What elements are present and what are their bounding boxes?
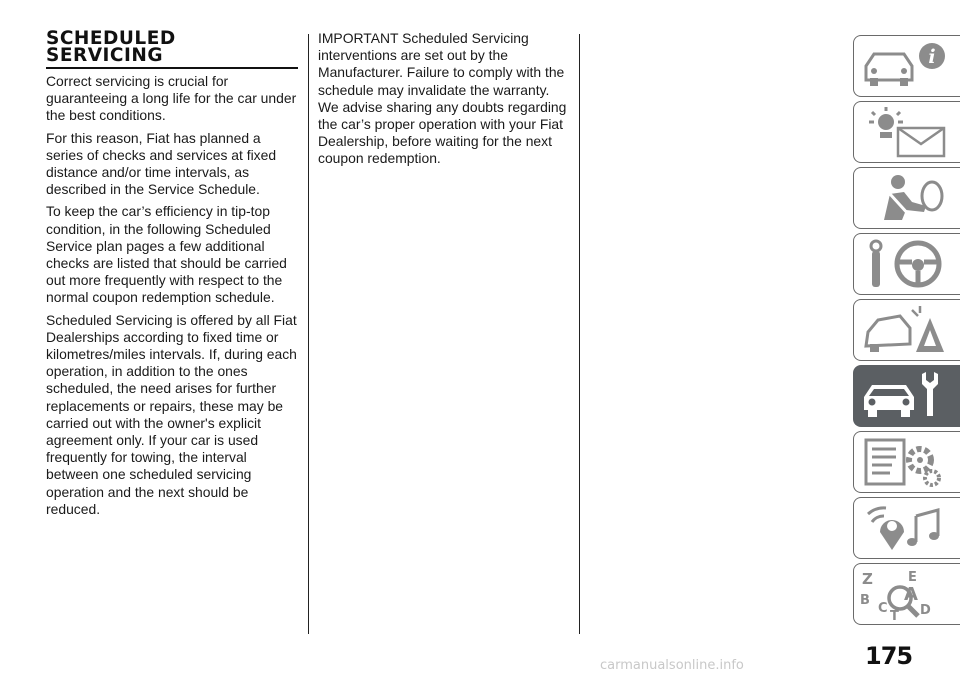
nav-tab-dashboard[interactable]	[853, 35, 960, 97]
seatbelt-airbag-icon	[860, 172, 950, 224]
nav-tab-safety[interactable]	[853, 167, 960, 229]
alphabetical-index-icon	[860, 568, 950, 620]
section-title-line1: SCHEDULED	[46, 28, 176, 49]
important-note: IMPORTANT Scheduled Servicing interventions are set out by the Manufacturer. Failure to comply with the schedule may invalidate the warranty. We advise sharing any doubts regarding the car’s proper operation with your Fiat Dealership, before waiting for the next coupon redemption.	[318, 30, 567, 167]
index-letter: E	[908, 570, 917, 585]
paragraph: Correct servicing is crucial for guaranteeing a long life for the car under the best conditions.	[46, 73, 297, 124]
car-info-icon	[860, 40, 950, 92]
index-letter: Z	[862, 570, 873, 588]
paragraph: To keep the car’s efficiency in tip-top condition, in the following Scheduled Service plan pages a few additional checks are listed that should be carried out more frequently with respect to the normal coupon redemption schedule.	[46, 203, 287, 306]
paragraph: Scheduled Servicing is offered by all Fiat Dealerships according to fixed time or kilometres/miles intervals. If, during each operation, in addition to the ones scheduled, the need arises for further replacements or repairs, these may be carried out with the owner's explicit agreement only. If your car is used frequently for towing, the interval between one scheduled servicing operation and the next should be reduced.	[46, 311, 297, 517]
page-number: 175	[865, 642, 913, 670]
car-wrench-icon	[860, 370, 950, 422]
nav-tab-starting-driving[interactable]	[853, 233, 960, 295]
index-letter: B	[860, 593, 870, 608]
nav-tab-servicing-maintenance[interactable]	[853, 365, 960, 427]
watermark: carmanualsonline.info	[600, 658, 744, 673]
section-title	[46, 30, 298, 69]
nav-tab-index[interactable]	[853, 563, 960, 625]
warning-light-envelope-icon	[860, 106, 950, 158]
column-divider	[308, 34, 309, 634]
index-letter: C	[878, 601, 888, 616]
left-column	[46, 30, 298, 523]
nav-tab-technical-specifications[interactable]	[853, 431, 960, 493]
nav-tab-emergency[interactable]	[853, 299, 960, 361]
svg-text:i: i	[928, 46, 936, 68]
nav-tab-multimedia[interactable]	[853, 497, 960, 559]
key-steering-wheel-icon	[860, 238, 950, 290]
nav-tab-warning-lights[interactable]	[853, 101, 960, 163]
paragraph: For this reason, Fiat has planned a series of checks and services at fixed distance and/or time intervals, as described in the Service Schedule.	[46, 129, 277, 198]
section-title-line2: SERVICING	[46, 45, 164, 66]
car-crash-warning-icon	[860, 304, 950, 356]
column-divider	[579, 34, 580, 634]
multimedia-music-icon	[860, 502, 950, 554]
specs-gears-icon	[860, 436, 950, 488]
index-letter: D	[920, 603, 931, 618]
middle-column	[318, 30, 570, 173]
index-letter: T	[890, 609, 899, 620]
index-letter: A	[904, 584, 918, 605]
